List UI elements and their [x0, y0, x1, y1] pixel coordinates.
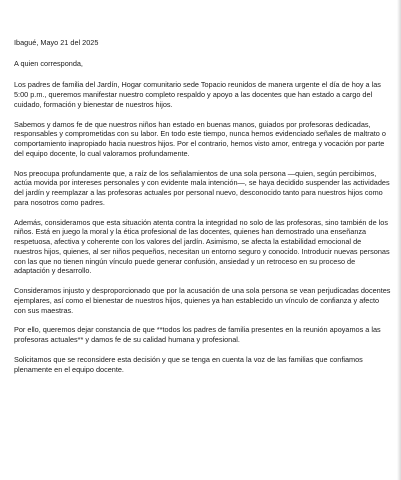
paragraph-good-hands: Sabemos y damos fe de que nuestros niños han estado en buenas manos, guiados por profesoras dedicadas, responsables y comprometidas con su labor. En todo este tiempo, nunca hemos evidenciado señales de maltrato o comportamiento inapropiado hacia nuestros hijos. Por el contrario, hemos visto amor, entrega y vocación por parte del equipo docente, lo cual valoramos profundamente.: [14, 119, 386, 158]
letter-greeting: A quien corresponda,: [14, 58, 83, 68]
paragraph-concern: Nos preocupa profundamente que, a raíz de los señalamientos de una sola persona —quien, según percibimos, actúa movida por intereses personales y con evidente mala intención—, se haya decidido suspender las actividades del jardín y reemplazar a las profesoras actuales por personal nuevo, desconocido tanto para nuestros hijos como para nosotros como padres.: [14, 168, 390, 207]
paragraph-support: Los padres de familia del Jardín, Hogar comunitario sede Topacio reunidos de manera urgente el día de hoy a las 5:00 p.m., queremos manifestar nuestro completo respaldo y apoyo a las docentes que han estado a cargo del cuidado, formación y bienestar de nuestros hijos.: [14, 80, 381, 109]
paragraph-request: Solicitamos que se reconsidere esta decisión y que se tenga en cuenta la voz de las familias que confiamos plenamente en el equipo docente.: [14, 355, 363, 374]
paragraph-record: Por ello, queremos dejar constancia de que **todos los padres de familia presentes en la reunión apoyamos a las profesoras actuales** y damos fe de su calidad humana y profesional.: [14, 325, 381, 345]
paragraph-unfair: Consideramos injusto y desproporcionado que por la acusación de una sola persona se vean perjudicadas docentes ejemplares, así como el bienestar de nuestros hijos, quienes ya han establecido un vínculo de confianza y afecto con sus maestras.: [14, 286, 391, 315]
paragraph-integrity: Además, consideramos que esta situación atenta contra la integridad no solo de las profesoras, sino también de los niños. Está en juego la moral y la ética profesional de las docentes, quienes han demostrado una enseñanza respetuosa, afectiva y coherente con los valores del jardín. Asimismo, se afecta la estabilidad emocional de nuestros hijos, quienes, al ser niños pequeños, necesitan un entorno seguro y conocido. Introducir nuevas personas con las que no tienen ningún vínculo puede generar confusión, ansiedad y un retroceso en su proceso de adaptación y desarrollo.: [14, 217, 390, 276]
letter-date: Ibagué, Mayo 21 del 2025: [14, 38, 99, 47]
page-edge-shadow: [397, 0, 401, 480]
